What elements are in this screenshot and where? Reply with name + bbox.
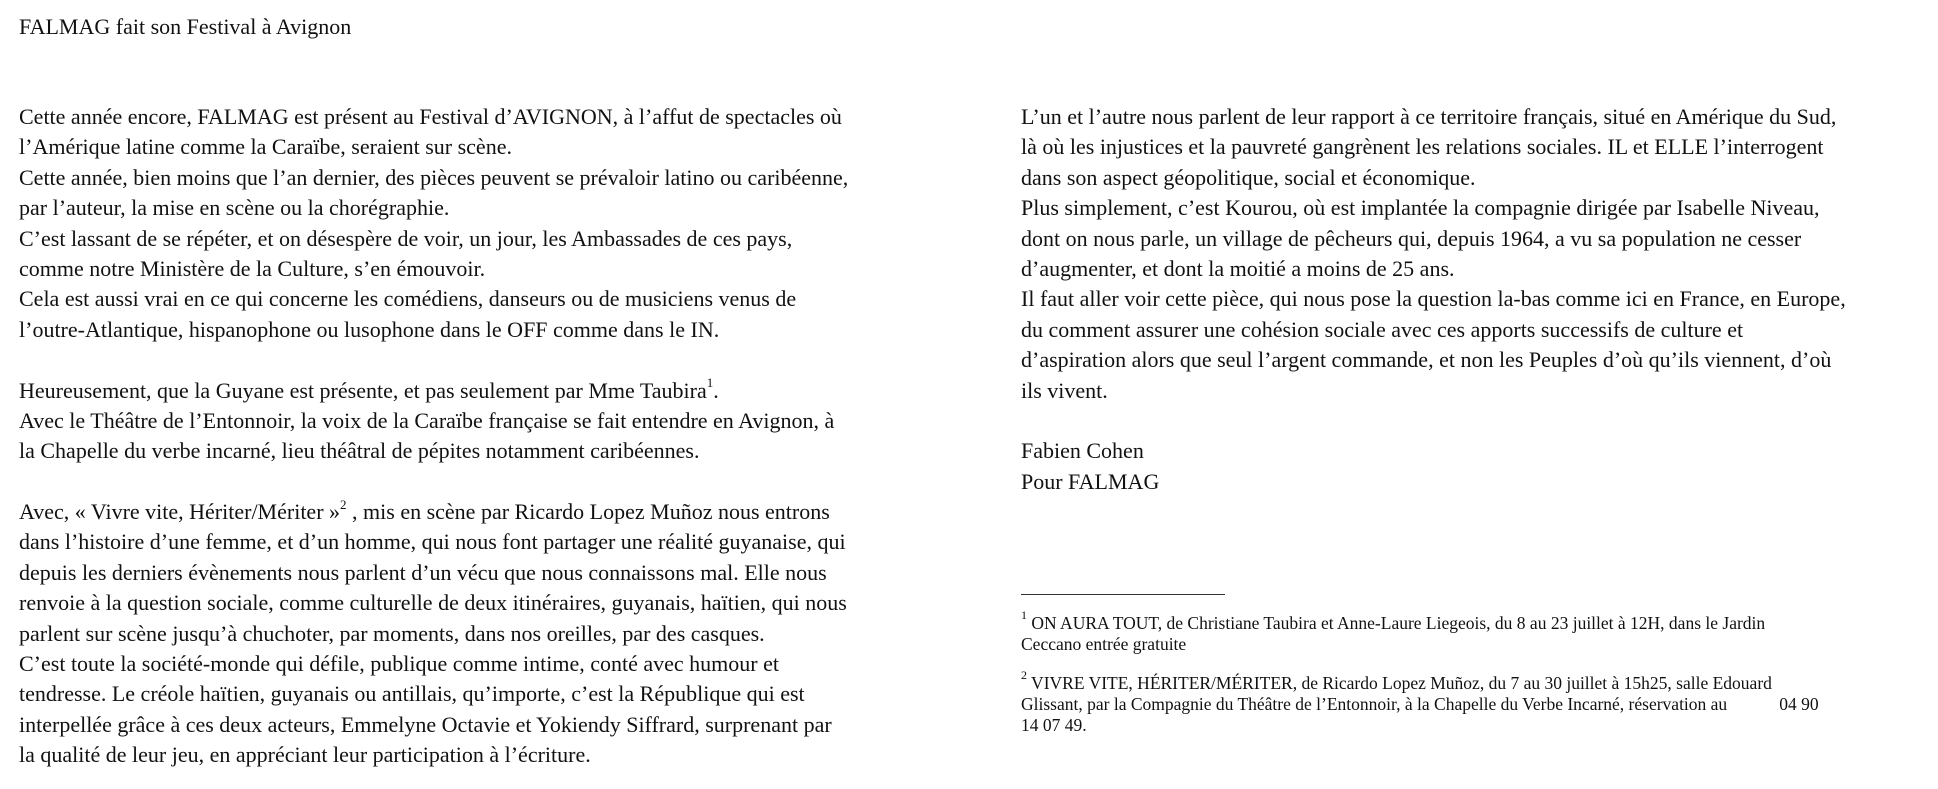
footnotes <box>1021 608 1936 754</box>
text-line: depuis les derniers évènements nous parlent d’un vécu que nous connaissons mal. Elle nous <box>19 559 827 585</box>
footnote-line: Ceccano entrée gratuite <box>1021 634 1187 654</box>
footnote-ref-1[interactable]: 1 <box>706 375 714 391</box>
text-line: dans l’histoire d’une femme, et d’un homme, qui nous font partager une réalité guyanaise, qui <box>19 529 846 555</box>
text-line: la Chapelle du verbe incarné, lieu théâtral de pépites notamment caribéennes. <box>19 438 700 464</box>
footnote-line: 14 07 49. <box>1021 715 1087 735</box>
text-line: la qualité de leur jeu, en appréciant leur participation à l’écriture. <box>19 742 591 768</box>
page-title: FALMAG fait son Festival à Avignon <box>19 14 352 39</box>
text-line: d’augmenter, et dont la moitié a moins de 25 ans. <box>1021 255 1455 281</box>
text-segment: , mis en scène par Ricardo Lopez Muñoz nous entrons <box>346 499 830 525</box>
text-line: Cela est aussi vrai en ce qui concerne les comédiens, danseurs ou de musiciens venus de <box>19 286 797 312</box>
text-line: dont on nous parle, un village de pêcheurs qui, depuis 1964, a vu sa population ne cesser <box>1021 225 1802 251</box>
text-line: tendresse. Le créole haïtien, guyanais ou antillais, qu’importe, c’est la République qui est <box>19 681 805 707</box>
text-line: Il faut aller voir cette pièce, qui nous pose la question la-bas comme ici en France, en Europe, <box>1021 286 1846 312</box>
text-line: dans son aspect géopolitique, social et économique. <box>1021 164 1476 190</box>
text-line <box>19 376 939 406</box>
footnote-divider <box>1021 594 1225 595</box>
signature <box>1021 436 1936 497</box>
signature-name: Fabien Cohen <box>1021 438 1144 464</box>
text-line: l’outre-Atlantique, hispanophone ou lusophone dans le OFF comme dans le IN. <box>19 316 720 342</box>
text-line: là où les injustices et la pauvreté gangrènent les relations sociales. IL et ELLE l’interrogent <box>1021 134 1824 160</box>
footnote-2 <box>1021 668 1936 736</box>
text-segment: VIVRE VITE, HÉRITER/MÉRITER, de Ricardo Lopez Muñoz, du 7 au 30 juillet à 15h25, salle Edouard <box>1027 673 1772 693</box>
footnote-line <box>1021 694 1936 715</box>
left-column <box>19 102 939 771</box>
right-column <box>1021 102 1936 497</box>
text-segment: Glissant, par la Compagnie du Théâtre de l’Entonnoir, à la Chapelle du Verbe Incarné, réservation au <box>1021 694 1728 714</box>
text-line: parlent sur scène jusqu’à chuchoter, par moments, dans nos oreilles, par des casques. <box>19 620 765 646</box>
text-line <box>19 497 939 527</box>
paragraph-intro <box>19 102 939 345</box>
text-line: Avec le Théâtre de l’Entonnoir, la voix de la Caraïbe française se fait entendre en Avignon, à <box>19 407 835 433</box>
text-line: du comment assurer une cohésion sociale avec ces apports successifs de culture et <box>1021 316 1744 342</box>
text-line: ils vivent. <box>1021 377 1108 403</box>
paragraph-vivre-vite <box>19 497 939 771</box>
text-segment: . <box>713 377 719 403</box>
text-segment: ON AURA TOUT, de Christiane Taubira et Anne-Laure Liegeois, du 8 au 23 juillet à 12H, dans le Jardin <box>1027 613 1766 633</box>
footnote-number: 2 <box>1021 668 1027 683</box>
footnote-1 <box>1021 608 1936 655</box>
text-line: L’un et l’autre nous parlent de leur rapport à ce territoire français, situé en Amérique du Sud, <box>1021 104 1837 129</box>
text-line: par l’auteur, la mise en scène ou la chorégraphie. <box>19 195 450 221</box>
text-segment: Avec, « Vivre vite, Hériter/Mériter » <box>19 499 341 525</box>
text-line: renvoie à la question sociale, comme culturelle de deux itinéraires, guyanais, haïtien, qui nous <box>19 590 847 616</box>
text-line: l’Amérique latine comme la Caraïbe, seraient sur scène. <box>19 134 512 160</box>
text-line: C’est toute la société-monde qui défile, publique comme intime, conté avec humour et <box>19 651 779 677</box>
footnote-number: 1 <box>1021 608 1027 623</box>
footnote-line <box>1021 668 1936 694</box>
paragraph-territoire <box>1021 102 1936 406</box>
footnote-line <box>1021 608 1936 634</box>
paragraph-guyane <box>19 376 939 467</box>
phone-number-part: 04 90 <box>1779 694 1819 714</box>
text-segment: Heureusement, que la Guyane est présente, et pas seulement par Mme Taubira <box>19 377 707 403</box>
text-line: Cette année, bien moins que l’an dernier, des pièces peuvent se prévaloir latino ou caribéenne, <box>19 164 849 190</box>
text-line: comme notre Ministère de la Culture, s’en émouvoir. <box>19 255 486 281</box>
text-line: d’aspiration alors que seul l’argent commande, et non les Peuples d’où qu’ils viennent, d’où <box>1021 347 1832 373</box>
text-line: Plus simplement, c’est Kourou, où est implantée la compagnie dirigée par Isabelle Niveau, <box>1021 195 1820 221</box>
text-line: interpellée grâce à ces deux acteurs, Emmelyne Octavie et Yokiendy Siffrard, surprenant par <box>19 711 832 737</box>
text-line: C’est lassant de se répéter, et on désespère de voir, un jour, les Ambassades de ces pays, <box>19 225 793 251</box>
footnote-ref-2[interactable]: 2 <box>340 496 347 512</box>
signature-org: Pour FALMAG <box>1021 468 1160 494</box>
text-line: Cette année encore, FALMAG est présent au Festival d’AVIGNON, à l’affut de spectacles où <box>19 104 842 129</box>
